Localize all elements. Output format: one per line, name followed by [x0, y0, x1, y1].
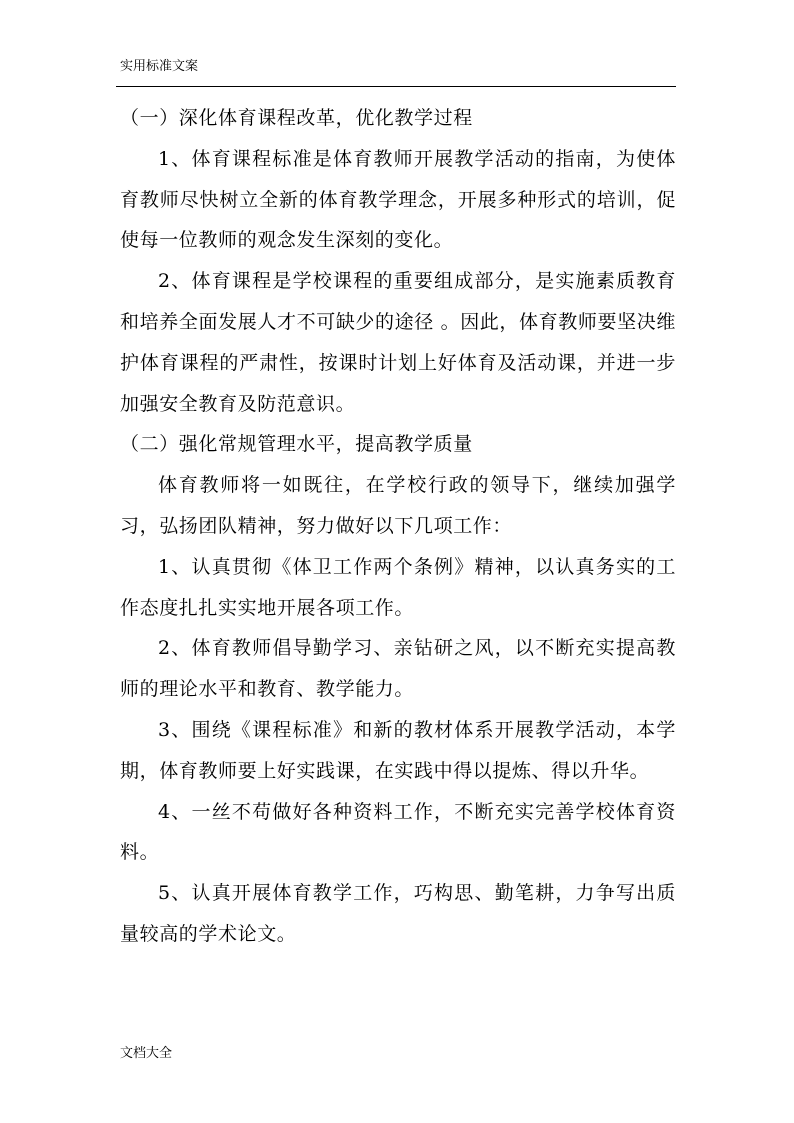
paragraph-2-intro: 体育教师将一如既往，在学校行政的领导下，继续加强学习，弘扬团队精神，努力做好以下几项工作：: [120, 474, 676, 537]
page-header-text: 实用标准文案: [120, 59, 199, 74]
page-footer-text: 文档大全: [120, 1046, 173, 1061]
paragraph-2-3: 3、围绕《课程标准》和新的教材体系开展教学活动，本学期，体育教师要上好实践课，在实践中得以提炼、得以升华。: [120, 718, 676, 782]
paragraph-2-1: 1、认真贯彻《体卫工作两个条例》精神，以认真务实的工作态度扎扎实实地开展各项工作。: [120, 555, 676, 619]
paragraph-1-2: 2、体育课程是学校课程的重要组成部分，是实施素质教育和培养全面发展人才不可缺少的途径 。因此，体育教师要坚决维护体育课程的严肃性，按课时计划上好体育及活动课，并进一步加强安全教育及防范意识。: [120, 270, 676, 415]
paragraph-2-5: 5、认真开展体育教学工作，巧构思、勤笔耕，力争写出质量较高的学术论文。: [120, 882, 676, 945]
paragraph-2-2: 2、体育教师倡导勤学习、亲钻研之风，以不断充实提高教师的理论水平和教育、教学能力。: [120, 637, 676, 701]
section-heading-1: （一）深化体育课程改革，优化教学过程: [120, 107, 473, 129]
header-divider: [116, 86, 676, 87]
paragraph-1-1: 1、体育课程标准是体育教师开展教学活动的指南，为使体育教师尽快树立全新的体育教学理念，开展多种形式的培训，促使每一位教师的观念发生深刻的变化。: [120, 147, 676, 252]
paragraph-2-4: 4、一丝不苟做好各种资料工作，不断充实完善学校体育资料。: [120, 800, 676, 864]
section-heading-2: （二）强化常规管理水平，提高教学质量: [120, 433, 473, 456]
document-body: [120, 98, 676, 955]
